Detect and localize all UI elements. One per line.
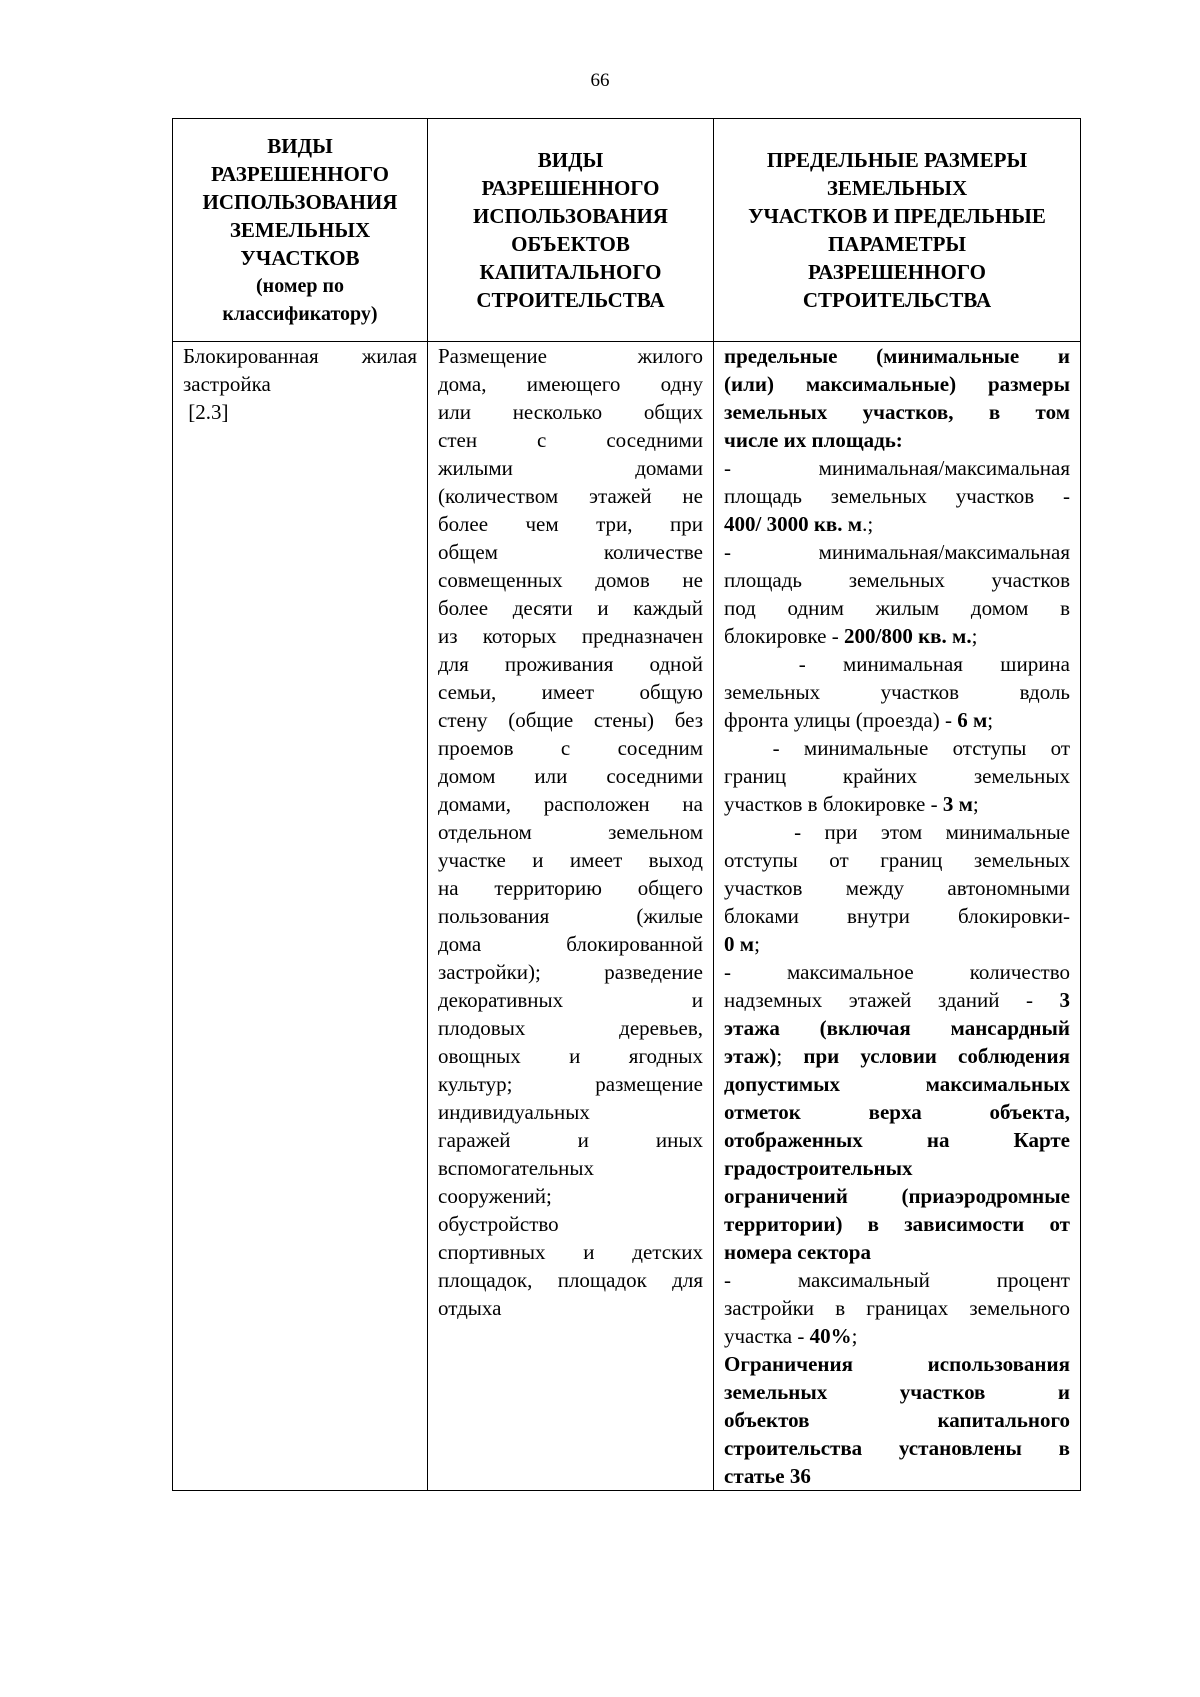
description-line: на территорию общего bbox=[438, 876, 703, 900]
header-line: СТРОИТЕЛЬСТВА bbox=[476, 288, 665, 312]
parameter-line bbox=[724, 678, 1070, 706]
parameter-line bbox=[724, 398, 1070, 426]
bold-text: допустимых максимальных bbox=[724, 1072, 1070, 1096]
description-line: индивидуальных bbox=[438, 1100, 590, 1124]
description-line: или несколько общих bbox=[438, 400, 703, 424]
header-limit-parameters bbox=[714, 119, 1081, 342]
description-line: спортивных и детских bbox=[438, 1240, 703, 1264]
header-subline: классификатору) bbox=[222, 303, 378, 325]
header-line: РАЗРЕШЕННОГО bbox=[211, 162, 389, 186]
header-line: РАЗРЕШЕННОГО bbox=[481, 176, 660, 200]
header-line: РАЗРЕШЕННОГО bbox=[808, 260, 986, 284]
parameter-line bbox=[724, 1014, 1070, 1042]
description-line: стен с соседними bbox=[438, 428, 703, 452]
parameter-line bbox=[724, 734, 1070, 762]
parameter-line bbox=[724, 790, 1070, 818]
parameter-line bbox=[724, 1378, 1070, 1406]
description-line: культур; размещение bbox=[438, 1072, 703, 1096]
text: ; bbox=[972, 792, 979, 816]
parameter-line bbox=[724, 846, 1070, 874]
text: участка - bbox=[724, 1324, 810, 1348]
text: участков в блокировке - bbox=[724, 792, 943, 816]
parameter-line bbox=[724, 902, 1070, 930]
table-row bbox=[173, 342, 1081, 1491]
text: площадь земельных участков - bbox=[724, 484, 1070, 508]
parameter-line bbox=[724, 482, 1070, 510]
description-line: семьи, имеет общую bbox=[438, 680, 703, 704]
header-line: УЧАСТКОВ И ПРЕДЕЛЬНЫЕ bbox=[748, 204, 1046, 228]
parameter-line bbox=[724, 342, 1070, 370]
header-subline: (номер по bbox=[256, 275, 344, 297]
text: - минимальная/максимальная bbox=[724, 456, 1070, 480]
description-line: (количеством этажей не bbox=[438, 484, 703, 508]
description-line: пользования (жилые bbox=[438, 904, 703, 928]
parameter-line bbox=[724, 1294, 1070, 1322]
bold-text: 6 м bbox=[957, 708, 988, 732]
description-line: домами, расположен на bbox=[438, 792, 703, 816]
description-line: дома блокированной bbox=[438, 932, 703, 956]
bold-text: 3 bbox=[1059, 988, 1070, 1012]
description-line: жилыми домами bbox=[438, 456, 703, 480]
construction-use-description bbox=[428, 342, 714, 1491]
header-line: КАПИТАЛЬНОГО bbox=[479, 260, 662, 284]
text: границ крайних земельных bbox=[724, 764, 1070, 788]
parameter-line bbox=[724, 566, 1070, 594]
parameter-line bbox=[724, 1154, 1070, 1182]
header-line: ОБЪЕКТОВ bbox=[511, 232, 630, 256]
header-line: ИСПОЛЬЗОВАНИЯ bbox=[473, 204, 668, 228]
bold-text: Ограничения использования bbox=[724, 1352, 1070, 1376]
parameter-line bbox=[724, 1322, 1070, 1350]
text: - минимальная ширина bbox=[724, 652, 1070, 676]
description-line: гаражей и иных bbox=[438, 1128, 703, 1152]
text: - максимальное количество bbox=[724, 960, 1070, 984]
text: отступы от границ земельных bbox=[724, 848, 1070, 872]
parameter-line bbox=[724, 930, 1070, 958]
description-line: совмещенных домов не bbox=[438, 568, 703, 592]
text: ; bbox=[754, 932, 760, 956]
header-line: ВИДЫ bbox=[537, 148, 604, 172]
description-line: более чем три, при bbox=[438, 512, 703, 536]
text: - максимальный процент bbox=[724, 1268, 1070, 1292]
header-line: УЧАСТКОВ bbox=[240, 246, 360, 270]
text: площадь земельных участков bbox=[724, 568, 1070, 592]
description-line: застройки); разведение bbox=[438, 960, 703, 984]
bold-text: отображенных на Карте bbox=[724, 1128, 1070, 1152]
parameter-line bbox=[724, 1238, 1070, 1266]
description-line: плодовых деревьев, bbox=[438, 1016, 703, 1040]
bold-text: градостроительных bbox=[724, 1156, 913, 1180]
text: застройки в границах земельного bbox=[724, 1296, 1070, 1320]
description-line: общем количестве bbox=[438, 540, 703, 564]
text: земельных участков вдоль bbox=[724, 680, 1070, 704]
bold-text: территории) в зависимости от bbox=[724, 1212, 1070, 1236]
text: - при этом минимальные bbox=[724, 820, 1070, 844]
header-line: СТРОИТЕЛЬСТВА bbox=[802, 288, 992, 312]
parameter-line bbox=[724, 1210, 1070, 1238]
parameter-line bbox=[724, 1126, 1070, 1154]
description-line: Размещение жилого bbox=[438, 344, 703, 368]
parameter-line bbox=[724, 1350, 1070, 1378]
bold-text: 200/800 кв. м. bbox=[844, 624, 972, 648]
parameter-line bbox=[724, 1434, 1070, 1462]
parameter-line bbox=[724, 762, 1070, 790]
description-line: дома, имеющего одну bbox=[438, 372, 703, 396]
text: участков между автономными bbox=[724, 876, 1070, 900]
parameter-line bbox=[724, 370, 1070, 398]
description-line: из которых предназначен bbox=[438, 624, 703, 648]
limit-parameters-cell bbox=[714, 342, 1081, 1491]
parameter-line bbox=[724, 818, 1070, 846]
description-line: обустройство bbox=[438, 1212, 559, 1236]
text: - минимальные отступы от bbox=[724, 736, 1071, 760]
parameter-line bbox=[724, 538, 1070, 566]
text: блоками внутри блокировки- bbox=[724, 904, 1070, 928]
bold-text: числе их площадь: bbox=[724, 428, 903, 452]
classifier-code: [2.3] bbox=[183, 400, 229, 424]
description-line: площадок, площадок для bbox=[438, 1268, 703, 1292]
description-line: сооружений; bbox=[438, 1184, 552, 1208]
description-line: вспомогательных bbox=[438, 1156, 595, 1180]
bold-text: номера сектора bbox=[724, 1240, 871, 1264]
description-line: для проживания одной bbox=[438, 652, 703, 676]
bold-text: строительства установлены в bbox=[724, 1436, 1070, 1460]
text: под одним жилым домом в bbox=[724, 596, 1070, 620]
text: фронта улицы (проезда) - bbox=[724, 708, 958, 732]
parameter-line bbox=[724, 1042, 1070, 1070]
parameter-line bbox=[724, 1182, 1070, 1210]
header-line: ВИДЫ bbox=[267, 134, 333, 158]
parameter-line bbox=[724, 1098, 1070, 1126]
parameter-line bbox=[724, 874, 1070, 902]
header-line: ЗЕМЕЛЬНЫХ bbox=[229, 218, 371, 242]
text: ; bbox=[851, 1324, 858, 1348]
bold-text: 0 м bbox=[724, 932, 755, 956]
bold-text: ограничений (приаэродромные bbox=[724, 1184, 1070, 1208]
cell-line: застройка bbox=[183, 372, 271, 396]
land-use-type-cell bbox=[173, 342, 428, 1491]
text: ; bbox=[776, 1044, 804, 1068]
bold-text: (или) максимальные) размеры bbox=[724, 372, 1070, 396]
parameter-line bbox=[724, 1266, 1070, 1294]
bold-text: при условии соблюдения bbox=[803, 1044, 1070, 1068]
text: ; bbox=[987, 708, 994, 732]
header-construction-use-types bbox=[428, 119, 714, 342]
description-line: проемов с соседним bbox=[438, 736, 703, 760]
header-land-use-types bbox=[173, 119, 428, 342]
description-line: овощных и ягодных bbox=[438, 1044, 703, 1068]
text: ; bbox=[971, 624, 978, 648]
table-header-row bbox=[173, 119, 1081, 342]
bold-text: 40% bbox=[809, 1324, 852, 1348]
parameter-line bbox=[724, 594, 1070, 622]
parameter-line bbox=[724, 706, 1070, 734]
parameter-line bbox=[724, 986, 1070, 1014]
header-line: ИСПОЛЬЗОВАНИЯ bbox=[202, 190, 398, 214]
parameter-line bbox=[724, 622, 1070, 650]
description-line: декоративных и bbox=[438, 988, 703, 1012]
bold-text: отметок верха объекта, bbox=[724, 1100, 1070, 1124]
parameter-line bbox=[724, 958, 1070, 986]
land-use-table bbox=[172, 118, 1081, 1491]
bold-text: этаж) bbox=[724, 1044, 777, 1068]
bold-text: объектов капитального bbox=[724, 1408, 1070, 1432]
description-line: отдыха bbox=[438, 1296, 502, 1320]
parameter-line bbox=[724, 1070, 1070, 1098]
header-line: ПРЕДЕЛЬНЫЕ РАЗМЕРЫ bbox=[766, 148, 1028, 172]
description-line: отдельном земельном bbox=[438, 820, 703, 844]
text: блокировке - bbox=[724, 624, 844, 648]
description-line: стену (общие стены) без bbox=[438, 708, 703, 732]
bold-text: этажа (включая мансардный bbox=[724, 1016, 1070, 1040]
description-line: участке и имеет выход bbox=[438, 848, 703, 872]
parameter-line bbox=[724, 510, 1070, 538]
parameter-line bbox=[724, 1406, 1070, 1434]
parameter-line bbox=[724, 1462, 1070, 1490]
parameter-line bbox=[724, 426, 1070, 454]
bold-text: предельные (минимальные и bbox=[724, 344, 1070, 368]
parameter-line bbox=[724, 650, 1070, 678]
bold-text: 3 м bbox=[942, 792, 973, 816]
description-line: более десяти и каждый bbox=[438, 596, 703, 620]
text: - минимальная/максимальная bbox=[724, 540, 1070, 564]
parameter-line bbox=[724, 454, 1070, 482]
text: надземных этажей зданий - bbox=[724, 988, 1060, 1012]
cell-line: Блокированная жилая bbox=[183, 344, 417, 368]
header-line: ПАРАМЕТРЫ bbox=[827, 232, 967, 256]
bold-text: статье 36 bbox=[724, 1464, 811, 1488]
bold-text: земельных участков, в том bbox=[724, 400, 1070, 424]
header-line: ЗЕМЕЛЬНЫХ bbox=[826, 176, 968, 200]
text: .; bbox=[862, 512, 874, 536]
description-line: домом или соседними bbox=[438, 764, 703, 788]
bold-text: 400/ 3000 кв. м bbox=[724, 512, 863, 536]
page-number: 66 bbox=[590, 70, 610, 91]
bold-text: земельных участков и bbox=[724, 1380, 1070, 1404]
